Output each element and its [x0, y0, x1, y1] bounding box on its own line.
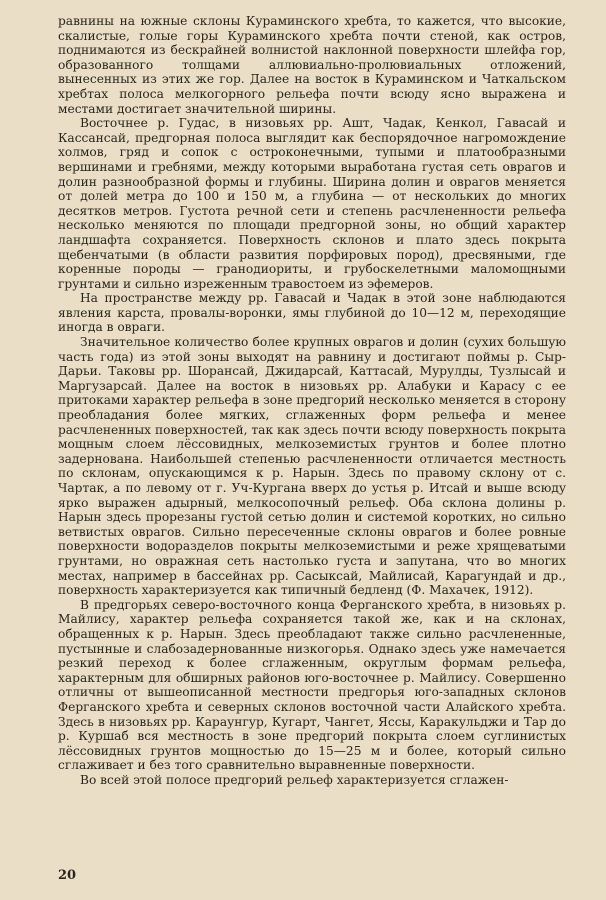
paragraph-continuation: равнины на южные склоны Кураминского хребта, то кажется, что высокие, скалистые, голые горы Кураминского хребта почти стеной, как остров, поднимаются из бескрайней волнистой наклонной поверхности шлейфа гор, образованного толщами аллювиально-пролювиальных отложений, вынесенных из этих же гор. Далее на восток в Кураминском и Чаткальском хребтах полоса мелкогорного рельефа почти всюду ясно выражена и местами достигает значительной ширины. — [58, 14, 566, 116]
paragraph-karst: На пространстве между рр. Гавасай и Чадак в этой зоне наблюдаются явления карста, провалы-воронки, ямы глубиной до 10—12 м, переходящие иногда в овраги. — [58, 291, 566, 335]
paragraph-final: Во всей этой полосе предгорий рельеф характеризуется сглажен- — [80, 772, 509, 787]
body-text — [58, 14, 566, 787]
paragraph-gudas: Восточнее р. Гудас, в низовьях рр. Ашт, Чадак, Кенкол, Гавасай и Кассансай, предгорная полоса выглядит как беспорядочное нагромождение холмов, гряд и сопок с остроконечными, тупыми и платообразными вершинами и гребнями, между которыми выработана густая сеть оврагов и долин разнообразной формы и глубины. Ширина долин и оврагов меняется от долей метра до 100 и 150 м, а глубина — от нескольких до многих десятков метров. Густота речной сети и степень расчлененности рельефа несколько меняются по площади предгорной зоны, но общий характер ландшафта сохраняется. Поверхность склонов и плато здесь покрыта щебенчатыми (в области развития порфировых пород), дресвяными, где коренные породы — гранодиориты, и грубоскелетными маломощными грунтами и сильно изреженным травостоем из эфемеров. — [58, 116, 566, 291]
paragraph-ravines: Значительное количество более крупных оврагов и долин (сухих большую часть года) из этой зоны выходят на равнину и достигают поймы р. Сыр-Дарьи. Таковы рр. Шорансай, Джидарсай, Каттасай, Мурулды, Тузлысай и Маргузарсай. Далее на восток в низовьях рр. Алабуки и Карасу с ее притоками характер рельефа в зоне предгорий несколько меняется в сторону преобладания более мягких, сглаженных форм рельефа и менее расчлененных поверхностей, так как здесь почти всюду поверхность покрыта мощным слоем лёссовидных, мелкоземистых грунтов и более плотно задернована. Наибольшей степенью расчлененности отличается местность по склонам, опускающимся к р. Нарын. Здесь по правому склону от с. Чартак, а по левому от г. Уч-Кургана вверх до устья р. Итсай и выше всюду ярко выражен адырный, мелкосопочный рельеф. Оба склона долины р. Нарын здесь прорезаны густой сетью долин и системой коротких, но сильно ветвистых оврагов. Сильно пересеченные склоны оврагов и более ровные поверхности водоразделов покрыты мелкоземистыми и реже хрящеватыми грунтами, но овражная сеть настолько густа и запутана, что во многих местах, например в бассейнах рр. Сасыксай, Майлисай, Карагундай и др., поверхность характеризуется как типичный бедленд (Ф. Махачек, 1912). — [58, 335, 566, 598]
page-number: 20 — [58, 868, 77, 883]
paragraph-fergana: В предгорьях северо-восточного конца Ферганского хребта, в низовьях р. Майлису, характер рельефа сохраняется такой же, как и на склонах, обращенных к р. Нарын. Здесь преобладают также сильно расчлененные, пустынные и слабозадернованные низкогорья. Однако здесь уже намечается резкий переход к более сглаженным, округлым формам рельефа, характерным для обширных районов юго-восточнее р. Майлису. Совершенно отличны от вышеописанной местности предгорья юго-западных склонов Ферганского хребта и северных склонов восточной части Алайского хребта. Здесь в низовьях рр. Караунгур, Кугарт, Чангет, Яссы, Каракульджи и Тар до р. Куршаб вся местность в зоне предгорий покрыта слоем суглинистых лёссовидных грунтов мощностью до 15—25 м и более, который сильно сглаживает и без того сравнительно выравненные поверхности. — [58, 597, 566, 773]
